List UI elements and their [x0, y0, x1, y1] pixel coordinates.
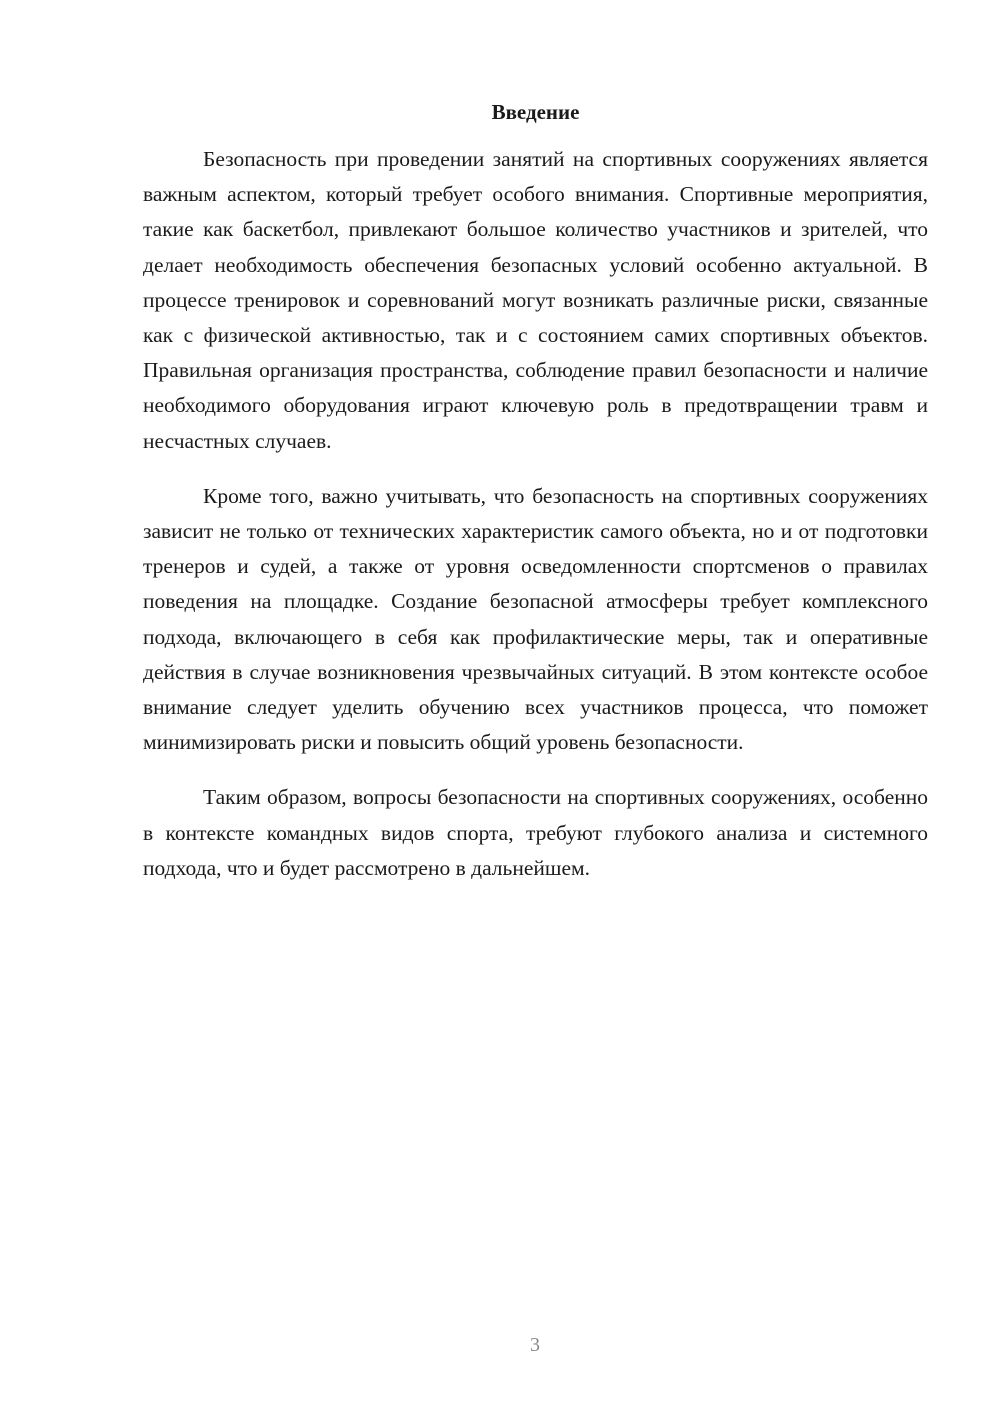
- paragraph-2: Кроме того, важно учитывать, что безопасность на спортивных сооружениях зависит не только от технических характеристик самого объекта, но и от подготовки тренеров и судей, а также от уровня осведомленности спортсменов о правилах поведения на площадке. Создание безопасной атмосферы требует комплексного подхода, включающего в себя как профилактические меры, так и оперативные действия в случае возникновения чрезвычайных ситуаций. В этом контексте особое внимание следует уделить обучению всех участников процесса, что поможет минимизировать риски и повысить общий уровень безопасности.: [143, 483, 928, 755]
- paragraph-1: Безопасность при проведении занятий на спортивных сооружениях является важным аспектом, который требует особого внимания. Спортивные мероприятия, такие как баскетбол, привлекают большое количество участников и зрителей, что делает необходимость обеспечения безопасных условий особенно актуальной. В процессе тренировок и соревнований могут возникать различные риски, связанные как с физической активностью, так и с состоянием самих спортивных объектов. Правильная организация пространства, соблюдение правил безопасности и наличие необходимого оборудования играют ключевую роль в предотвращении травм и несчастных случаев.: [143, 147, 928, 453]
- paragraph-3: Таким образом, вопросы безопасности на спортивных сооружениях, особенно в контексте командных видов спорта, требуют глубокого анализа и системного подхода, что и будет рассмотрено в дальнейшем.: [143, 785, 928, 880]
- section-heading: Введение: [491, 100, 580, 124]
- page-number: 3: [530, 1334, 540, 1356]
- body-text: [143, 142, 928, 906]
